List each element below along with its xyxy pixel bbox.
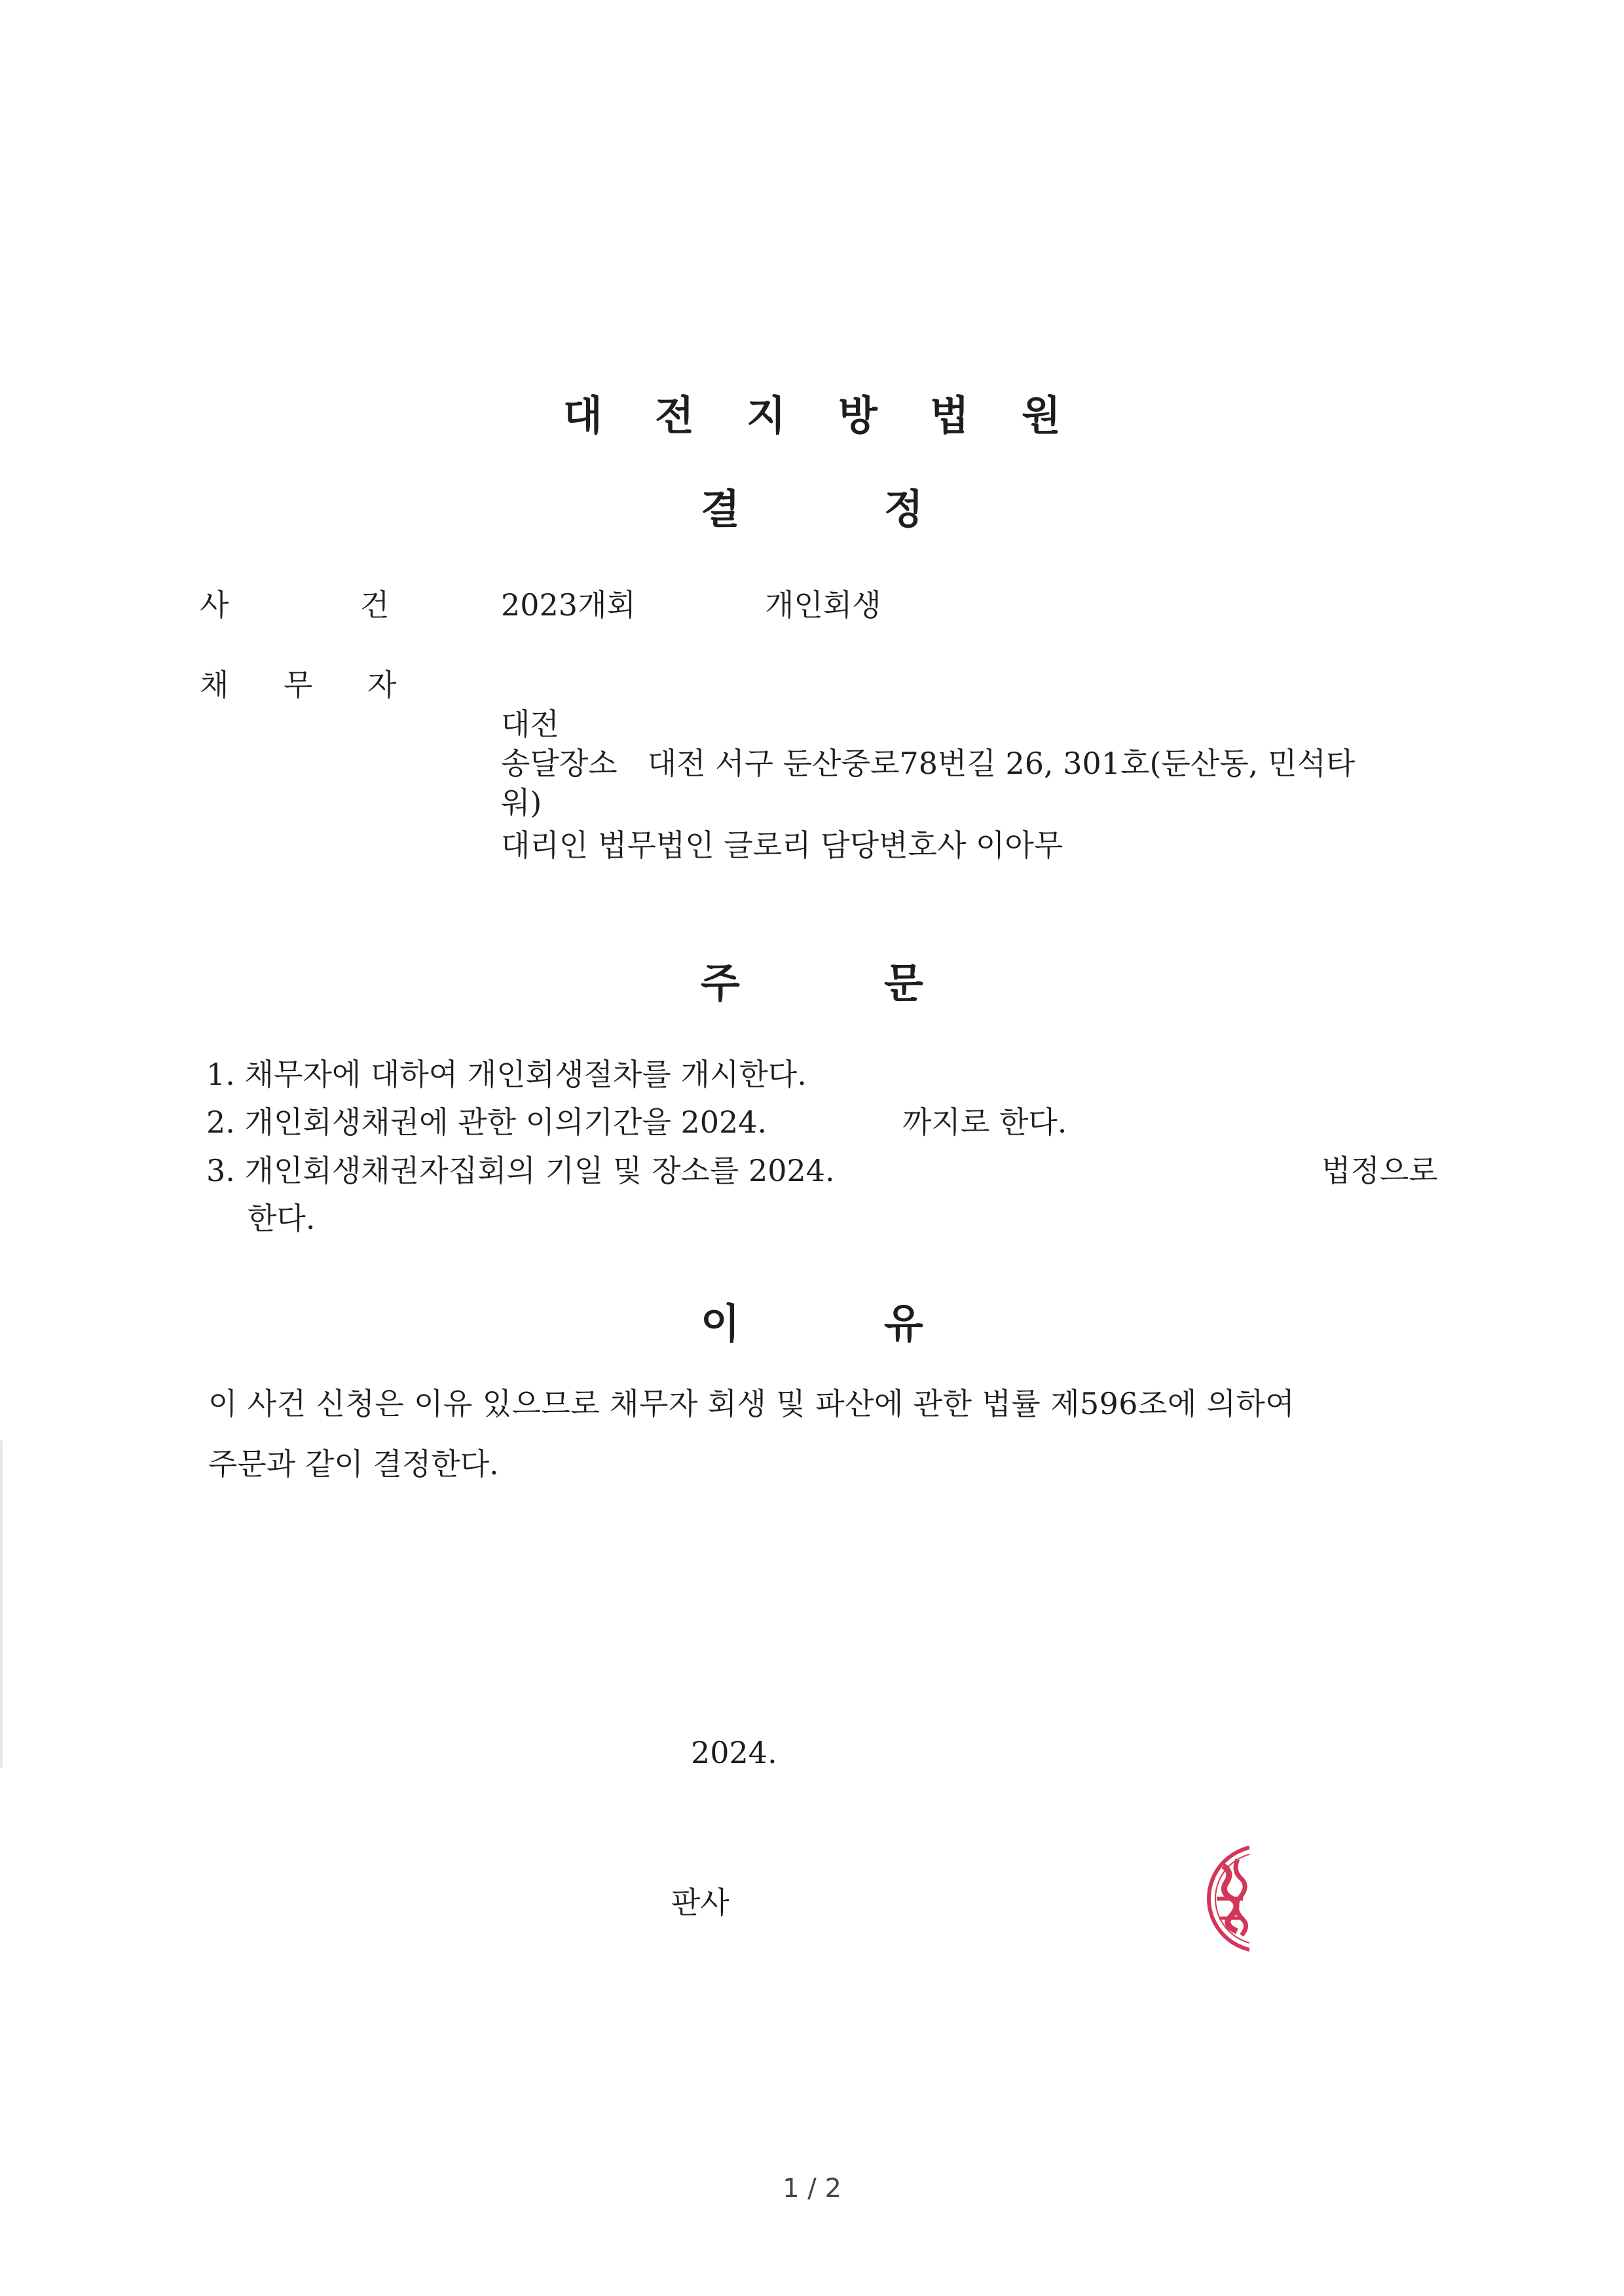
order-item-1: 1. 채무자에 대하여 개인회생절차를 개시한다.	[206, 1057, 807, 1092]
debtor-label: 채 무 자	[200, 667, 397, 702]
debtor-agent: 대리인 법무법인 글로리 담당변호사 이아무	[501, 828, 1063, 863]
case-type: 개인회생	[765, 587, 881, 623]
page-number: 1 / 2	[783, 2174, 841, 2204]
order-item-2-end: 까지로 한다.	[902, 1104, 1067, 1140]
case-label: 사 건	[200, 587, 390, 623]
court-name: 대 전 지 방 법 원	[563, 392, 1061, 439]
case-number: 2023개회	[501, 587, 636, 623]
decision-date: 2024.	[691, 1735, 777, 1770]
scan-edge	[0, 1440, 3, 1768]
reason-text-line-1: 이 사건 신청은 이유 있으므로 채무자 회생 및 파산에 관한 법률 제596조에 의하여	[208, 1386, 1295, 1421]
judge-label: 판사	[671, 1885, 729, 1920]
order-item-3-place: 법정으로	[1321, 1153, 1438, 1188]
reason-text-line-2: 주문과 같이 결정한다.	[208, 1446, 499, 1482]
order-item-3: 3. 개인회생채권자집회의 기일 및 장소를 2024.	[206, 1153, 835, 1188]
document-title: 결 정	[701, 485, 923, 533]
order-heading: 주 문	[701, 959, 923, 1007]
order-item-2: 2. 개인회생채권에 관한 이의기간을 2024.	[206, 1104, 767, 1140]
debtor-address-cont: 워)	[501, 785, 542, 820]
reason-heading: 이 유	[701, 1300, 923, 1347]
debtor-address: 송달장소 대전 서구 둔산중로78번길 26, 301호(둔산동, 민석타	[501, 746, 1356, 781]
debtor-name: 대전	[501, 706, 559, 742]
order-item-3-end: 한다.	[248, 1201, 316, 1236]
court-seal-icon	[1204, 1840, 1321, 1958]
